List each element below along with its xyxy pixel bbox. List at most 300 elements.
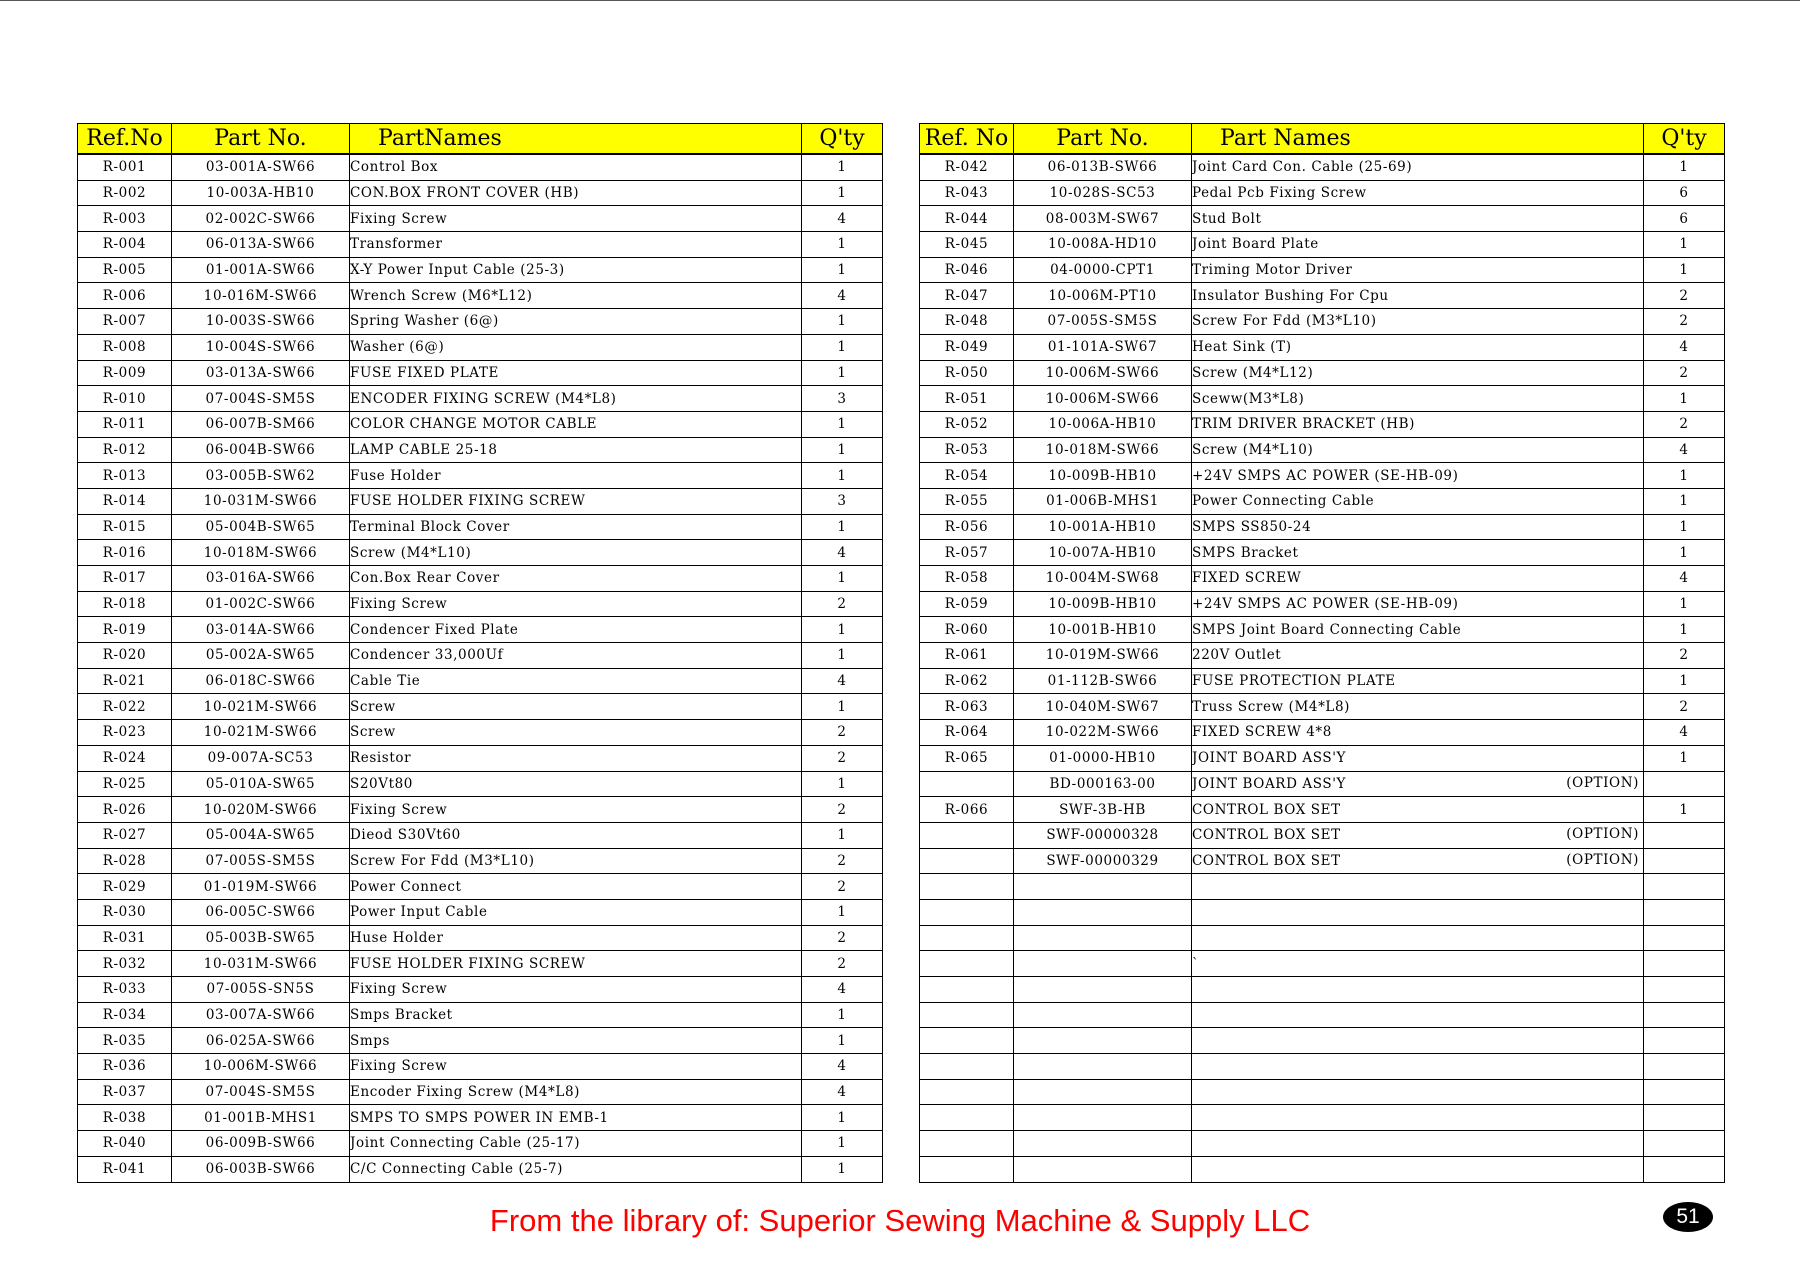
qty-cell: 4: [1644, 566, 1725, 592]
part-no-cell: 06-025A-SW66: [172, 1028, 350, 1054]
part-name-cell: LAMP CABLE 25-18: [350, 437, 802, 463]
qty-cell: 2: [1644, 411, 1725, 437]
qty-cell: 1: [1644, 668, 1725, 694]
part-name-cell: Stud Bolt: [1192, 206, 1644, 232]
ref-no-cell: R-047: [920, 283, 1014, 309]
qty-cell: [1644, 1105, 1725, 1131]
qty-cell: 1: [1644, 257, 1725, 283]
table-row: [78, 771, 883, 797]
header-part-no: Part No.: [172, 124, 350, 155]
qty-cell: 1: [802, 822, 883, 848]
ref-no-cell: R-045: [920, 232, 1014, 258]
table-row: [78, 411, 883, 437]
part-no-cell: 03-005B-SW62: [172, 463, 350, 489]
part-name-cell: Truss Screw (M4*L8): [1192, 694, 1644, 720]
table-row: [78, 694, 883, 720]
part-no-cell: 10-006M-SW66: [1014, 360, 1192, 386]
part-no-cell: BD-000163-00: [1014, 771, 1192, 797]
table-header-row: [920, 124, 1725, 155]
table-row: [78, 257, 883, 283]
table-row: [78, 977, 883, 1003]
table-row: [920, 822, 1725, 848]
qty-cell: 4: [802, 540, 883, 566]
part-no-cell: 04-0000-CPT1: [1014, 257, 1192, 283]
table-row: [920, 437, 1725, 463]
part-name-cell: +24V SMPS AC POWER (SE-HB-09): [1192, 591, 1644, 617]
ref-no-cell: R-031: [78, 925, 172, 951]
part-name-cell: SMPS Joint Board Connecting Cable: [1192, 617, 1644, 643]
table-row: [78, 1028, 883, 1054]
part-no-cell: 10-020M-SW66: [172, 797, 350, 823]
ref-no-cell: R-024: [78, 745, 172, 771]
table-row: [920, 899, 1725, 925]
qty-cell: [1644, 1028, 1725, 1054]
header-ref-no: Ref. No: [920, 124, 1014, 155]
ref-no-cell: R-058: [920, 566, 1014, 592]
part-name-cell: [1192, 899, 1644, 925]
part-no-cell: 07-005S-SM5S: [172, 848, 350, 874]
qty-cell: 1: [802, 154, 883, 180]
ref-no-cell: [920, 1156, 1014, 1182]
option-label: (OPTION): [1566, 825, 1639, 842]
table-row: [920, 488, 1725, 514]
table-row: [78, 745, 883, 771]
ref-no-cell: [920, 951, 1014, 977]
ref-no-cell: R-050: [920, 360, 1014, 386]
part-name-cell: Heat Sink (T): [1192, 334, 1644, 360]
table-row: [78, 514, 883, 540]
qty-cell: [1644, 977, 1725, 1003]
table-row: [78, 360, 883, 386]
part-no-cell: 10-003S-SW66: [172, 309, 350, 335]
part-no-cell: 07-005S-SM5S: [1014, 309, 1192, 335]
part-no-cell: [1014, 951, 1192, 977]
ref-no-cell: [920, 771, 1014, 797]
ref-no-cell: R-029: [78, 874, 172, 900]
table-row: [920, 411, 1725, 437]
part-no-cell: 10-006M-PT10: [1014, 283, 1192, 309]
ref-no-cell: R-015: [78, 514, 172, 540]
parts-table-left-body: [78, 154, 883, 1182]
part-no-cell: 03-001A-SW66: [172, 154, 350, 180]
table-row: [78, 540, 883, 566]
qty-cell: 1: [802, 1156, 883, 1182]
part-no-cell: [1014, 1028, 1192, 1054]
part-name-cell: Smps Bracket: [350, 1002, 802, 1028]
part-name-cell: [1192, 1079, 1644, 1105]
ref-no-cell: R-017: [78, 566, 172, 592]
header-qty: Q'ty: [1644, 124, 1725, 155]
part-name-cell: Fixing Screw: [350, 206, 802, 232]
table-row: [920, 925, 1725, 951]
part-name-cell: S20Vt80: [350, 771, 802, 797]
table-row: [920, 1002, 1725, 1028]
table-row: [920, 694, 1725, 720]
table-row: [920, 771, 1725, 797]
part-no-cell: 10-031M-SW66: [172, 951, 350, 977]
table-row: [920, 617, 1725, 643]
qty-cell: 1: [802, 771, 883, 797]
table-row: [78, 643, 883, 669]
qty-cell: 1: [1644, 591, 1725, 617]
ref-no-cell: R-030: [78, 899, 172, 925]
ref-no-cell: R-022: [78, 694, 172, 720]
ref-no-cell: R-041: [78, 1156, 172, 1182]
ref-no-cell: R-003: [78, 206, 172, 232]
part-no-cell: 10-022M-SW66: [1014, 720, 1192, 746]
part-no-cell: 07-004S-SM5S: [172, 1079, 350, 1105]
part-no-cell: 01-0000-HB10: [1014, 745, 1192, 771]
part-no-cell: 06-005C-SW66: [172, 899, 350, 925]
qty-cell: [1644, 899, 1725, 925]
ref-no-cell: R-053: [920, 437, 1014, 463]
table-row: [920, 1156, 1725, 1182]
ref-no-cell: [920, 1054, 1014, 1080]
ref-no-cell: R-009: [78, 360, 172, 386]
qty-cell: 2: [1644, 283, 1725, 309]
ref-no-cell: R-001: [78, 154, 172, 180]
ref-no-cell: [920, 1079, 1014, 1105]
table-row: [78, 591, 883, 617]
table-row: [78, 668, 883, 694]
ref-no-cell: R-019: [78, 617, 172, 643]
part-name-cell: Joint Board Plate: [1192, 232, 1644, 258]
qty-cell: 1: [802, 180, 883, 206]
qty-cell: 1: [802, 334, 883, 360]
part-name-cell: COLOR CHANGE MOTOR CABLE: [350, 411, 802, 437]
qty-cell: 2: [802, 745, 883, 771]
part-name-cell: Dieod S30Vt60: [350, 822, 802, 848]
part-no-cell: 02-002C-SW66: [172, 206, 350, 232]
part-name-cell: Power Connecting Cable: [1192, 488, 1644, 514]
part-no-cell: 06-009B-SW66: [172, 1131, 350, 1157]
qty-cell: 1: [802, 514, 883, 540]
top-rule: [0, 0, 1800, 1]
ref-no-cell: R-049: [920, 334, 1014, 360]
part-name-cell: Huse Holder: [350, 925, 802, 951]
part-name-cell: FUSE HOLDER FIXING SCREW: [350, 951, 802, 977]
header-part-no: Part No.: [1014, 124, 1192, 155]
ref-no-cell: R-006: [78, 283, 172, 309]
part-no-cell: 10-031M-SW66: [172, 488, 350, 514]
ref-no-cell: R-037: [78, 1079, 172, 1105]
ref-no-cell: R-044: [920, 206, 1014, 232]
ref-no-cell: [920, 874, 1014, 900]
part-name-cell: FIXED SCREW: [1192, 566, 1644, 592]
parts-table-right: [919, 123, 1725, 1183]
part-name-cell: Washer (6@): [350, 334, 802, 360]
table-row: [920, 180, 1725, 206]
part-no-cell: [1014, 1131, 1192, 1157]
ref-no-cell: R-059: [920, 591, 1014, 617]
ref-no-cell: R-035: [78, 1028, 172, 1054]
part-no-cell: 05-004B-SW65: [172, 514, 350, 540]
table-row: [920, 874, 1725, 900]
part-no-cell: 05-003B-SW65: [172, 925, 350, 951]
qty-cell: 1: [1644, 514, 1725, 540]
part-name-cell: Transformer: [350, 232, 802, 258]
ref-no-cell: R-056: [920, 514, 1014, 540]
ref-no-cell: R-012: [78, 437, 172, 463]
part-no-cell: 03-007A-SW66: [172, 1002, 350, 1028]
ref-no-cell: R-036: [78, 1054, 172, 1080]
part-no-cell: 10-008A-HD10: [1014, 232, 1192, 258]
part-no-cell: 10-004S-SW66: [172, 334, 350, 360]
qty-cell: 4: [802, 668, 883, 694]
ref-no-cell: R-063: [920, 694, 1014, 720]
part-no-cell: 01-006B-MHS1: [1014, 488, 1192, 514]
ref-no-cell: R-002: [78, 180, 172, 206]
part-name-cell: Wrench Screw (M6*L12): [350, 283, 802, 309]
qty-cell: 1: [1644, 617, 1725, 643]
qty-cell: 1: [1644, 745, 1725, 771]
ref-no-cell: R-065: [920, 745, 1014, 771]
table-row: [920, 540, 1725, 566]
library-footer-text: From the library of: Superior Sewing Machine & Supply LLC: [489, 1203, 1311, 1238]
ref-no-cell: R-023: [78, 720, 172, 746]
qty-cell: 4: [1644, 720, 1725, 746]
part-no-cell: 05-010A-SW65: [172, 771, 350, 797]
part-no-cell: 01-001A-SW66: [172, 257, 350, 283]
table-row: [78, 386, 883, 412]
part-name-cell: Smps: [350, 1028, 802, 1054]
table-row: [78, 1002, 883, 1028]
ref-no-cell: R-062: [920, 668, 1014, 694]
part-name-cell: Encoder Fixing Screw (M4*L8): [350, 1079, 802, 1105]
table-row: [78, 951, 883, 977]
qty-cell: 1: [802, 566, 883, 592]
table-row: [920, 206, 1725, 232]
qty-cell: [1644, 771, 1725, 797]
part-no-cell: 01-101A-SW67: [1014, 334, 1192, 360]
ref-no-cell: R-032: [78, 951, 172, 977]
ref-no-cell: R-051: [920, 386, 1014, 412]
part-no-cell: 06-004B-SW66: [172, 437, 350, 463]
part-no-cell: 07-005S-SN5S: [172, 977, 350, 1003]
header-ref-no: Ref.No: [78, 124, 172, 155]
part-name-cell: TRIM DRIVER BRACKET (HB): [1192, 411, 1644, 437]
part-name-cell: Screw: [350, 720, 802, 746]
table-row: [920, 360, 1725, 386]
part-no-cell: 07-004S-SM5S: [172, 386, 350, 412]
qty-cell: 1: [802, 694, 883, 720]
part-name-cell: FIXED SCREW 4*8: [1192, 720, 1644, 746]
part-no-cell: 10-001A-HB10: [1014, 514, 1192, 540]
part-no-cell: 10-007A-HB10: [1014, 540, 1192, 566]
qty-cell: 1: [1644, 797, 1725, 823]
part-name-cell: `: [1192, 951, 1644, 977]
part-name-cell: Screw (M4*L10): [1192, 437, 1644, 463]
ref-no-cell: [920, 1105, 1014, 1131]
table-header-row: [78, 124, 883, 155]
qty-cell: 1: [802, 1028, 883, 1054]
part-no-cell: 10-006M-SW66: [1014, 386, 1192, 412]
part-name-cell: CON.BOX FRONT COVER (HB): [350, 180, 802, 206]
option-label: (OPTION): [1566, 851, 1639, 868]
parts-table-right-body: [920, 154, 1725, 1182]
qty-cell: 1: [802, 463, 883, 489]
part-name-cell: [1192, 977, 1644, 1003]
ref-no-cell: R-018: [78, 591, 172, 617]
ref-no-cell: R-054: [920, 463, 1014, 489]
ref-no-cell: [920, 848, 1014, 874]
part-no-cell: 10-006A-HB10: [1014, 411, 1192, 437]
part-no-cell: 06-007B-SM66: [172, 411, 350, 437]
qty-cell: 3: [802, 488, 883, 514]
part-no-cell: 10-040M-SW67: [1014, 694, 1192, 720]
part-no-cell: 10-004M-SW68: [1014, 566, 1192, 592]
part-name-cell: +24V SMPS AC POWER (SE-HB-09): [1192, 463, 1644, 489]
part-no-cell: 10-021M-SW66: [172, 720, 350, 746]
ref-no-cell: R-026: [78, 797, 172, 823]
table-row: [78, 1054, 883, 1080]
table-row: [78, 1131, 883, 1157]
qty-cell: 1: [802, 411, 883, 437]
part-name-cell: X-Y Power Input Cable (25-3): [350, 257, 802, 283]
qty-cell: [1644, 822, 1725, 848]
ref-no-cell: R-027: [78, 822, 172, 848]
part-name-cell: Screw For Fdd (M3*L10): [350, 848, 802, 874]
table-row: [920, 745, 1725, 771]
part-no-cell: 10-016M-SW66: [172, 283, 350, 309]
part-name-cell: Fixing Screw: [350, 1054, 802, 1080]
table-row: [920, 257, 1725, 283]
part-name-cell: Control Box: [350, 154, 802, 180]
table-row: [78, 232, 883, 258]
part-name-cell: Joint Card Con. Cable (25-69): [1192, 154, 1644, 180]
ref-no-cell: R-055: [920, 488, 1014, 514]
part-name-cell: Spring Washer (6@): [350, 309, 802, 335]
part-name-cell: FUSE FIXED PLATE: [350, 360, 802, 386]
ref-no-cell: [920, 822, 1014, 848]
qty-cell: 2: [1644, 643, 1725, 669]
part-name-cell: C/C Connecting Cable (25-7): [350, 1156, 802, 1182]
part-name-cell: SMPS Bracket: [1192, 540, 1644, 566]
ref-no-cell: R-066: [920, 797, 1014, 823]
ref-no-cell: R-007: [78, 309, 172, 335]
ref-no-cell: [920, 1002, 1014, 1028]
part-name-cell: 220V Outlet: [1192, 643, 1644, 669]
qty-cell: 2: [802, 797, 883, 823]
qty-cell: 3: [802, 386, 883, 412]
part-no-cell: 08-003M-SW67: [1014, 206, 1192, 232]
page-number-badge: 51: [1663, 1202, 1713, 1232]
qty-cell: 1: [1644, 154, 1725, 180]
qty-cell: 1: [802, 899, 883, 925]
qty-cell: 4: [802, 1054, 883, 1080]
part-name-cell: [1192, 1054, 1644, 1080]
part-no-cell: 06-018C-SW66: [172, 668, 350, 694]
table-row: [920, 1131, 1725, 1157]
ref-no-cell: R-021: [78, 668, 172, 694]
part-no-cell: SWF-00000328: [1014, 822, 1192, 848]
ref-no-cell: R-020: [78, 643, 172, 669]
part-name-cell: SMPS TO SMPS POWER IN EMB-1: [350, 1105, 802, 1131]
part-name-cell: Insulator Bushing For Cpu: [1192, 283, 1644, 309]
part-name-cell: CONTROL BOX SET (OPTION): [1192, 848, 1644, 874]
table-row: [920, 797, 1725, 823]
table-row: [78, 334, 883, 360]
part-name-cell: Screw (M4*L10): [350, 540, 802, 566]
qty-cell: 1: [802, 257, 883, 283]
table-row: [78, 154, 883, 180]
table-row: [78, 874, 883, 900]
part-no-cell: 06-013A-SW66: [172, 232, 350, 258]
ref-no-cell: R-060: [920, 617, 1014, 643]
option-label: (OPTION): [1566, 774, 1639, 791]
ref-no-cell: R-033: [78, 977, 172, 1003]
qty-cell: 4: [1644, 334, 1725, 360]
table-row: [78, 1079, 883, 1105]
part-no-cell: 05-002A-SW65: [172, 643, 350, 669]
table-row: [920, 514, 1725, 540]
part-name-cell: Fixing Screw: [350, 591, 802, 617]
part-no-cell: 10-019M-SW66: [1014, 643, 1192, 669]
part-name-cell: Joint Connecting Cable (25-17): [350, 1131, 802, 1157]
table-row: [920, 1028, 1725, 1054]
ref-no-cell: R-016: [78, 540, 172, 566]
qty-cell: 1: [1644, 463, 1725, 489]
qty-cell: [1644, 1054, 1725, 1080]
part-name-cell: Cable Tie: [350, 668, 802, 694]
table-row: [78, 1105, 883, 1131]
qty-cell: [1644, 1131, 1725, 1157]
part-name-cell: CONTROL BOX SET (OPTION): [1192, 822, 1644, 848]
table-row: [920, 232, 1725, 258]
part-no-cell: SWF-3B-HB: [1014, 797, 1192, 823]
table-row: [920, 566, 1725, 592]
part-no-cell: [1014, 1002, 1192, 1028]
part-no-cell: 06-003B-SW66: [172, 1156, 350, 1182]
part-no-cell: 09-007A-SC53: [172, 745, 350, 771]
part-name-cell: Con.Box Rear Cover: [350, 566, 802, 592]
table-row: [78, 797, 883, 823]
table-row: [920, 668, 1725, 694]
part-name-cell: Power Input Cable: [350, 899, 802, 925]
qty-cell: 2: [802, 951, 883, 977]
table-row: [920, 309, 1725, 335]
ref-no-cell: R-057: [920, 540, 1014, 566]
qty-cell: [1644, 925, 1725, 951]
part-no-cell: 10-018M-SW66: [1014, 437, 1192, 463]
table-row: [78, 437, 883, 463]
table-row: [920, 1079, 1725, 1105]
table-row: [920, 591, 1725, 617]
part-name-cell: Screw For Fdd (M3*L10): [1192, 309, 1644, 335]
table-row: [78, 488, 883, 514]
qty-cell: [1644, 1079, 1725, 1105]
part-name-cell: Sceww(M3*L8): [1192, 386, 1644, 412]
part-no-cell: 10-028S-SC53: [1014, 180, 1192, 206]
part-no-cell: [1014, 1105, 1192, 1131]
table-row: [78, 899, 883, 925]
part-no-cell: 10-021M-SW66: [172, 694, 350, 720]
part-name-cell: [1192, 1105, 1644, 1131]
part-name-cell: Power Connect: [350, 874, 802, 900]
table-row: [920, 1105, 1725, 1131]
ref-no-cell: [920, 1028, 1014, 1054]
ref-no-cell: R-052: [920, 411, 1014, 437]
ref-no-cell: R-028: [78, 848, 172, 874]
qty-cell: 1: [802, 1105, 883, 1131]
table-row: [78, 206, 883, 232]
table-row: [920, 334, 1725, 360]
part-no-cell: 06-013B-SW66: [1014, 154, 1192, 180]
table-row: [920, 951, 1725, 977]
table-row: [78, 1156, 883, 1182]
qty-cell: 1: [802, 643, 883, 669]
part-no-cell: 10-001B-HB10: [1014, 617, 1192, 643]
